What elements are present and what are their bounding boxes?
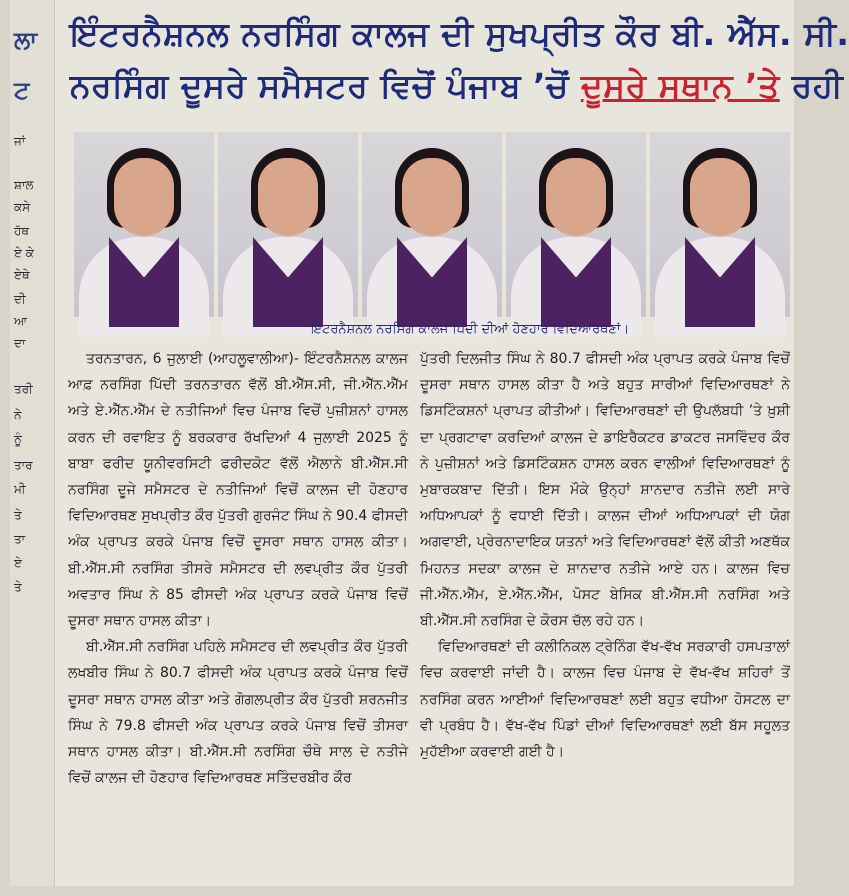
article-paragraph: ਪੁੱਤਰੀ ਦਿਲਜੀਤ ਸਿੰਘ ਨੇ 80.7 ਫੀਸਦੀ ਅੰਕ ਪ੍ਰਾਪਤ ਕਰਕੇ ਪੰਜਾਬ ਵਿਚੋਂ ਦੂਸਰਾ ਸਥਾਨ ਹਾਸਲ ਕੀਤਾ ਹੈ ਅਤੇ ਬਹੁਤ ਸਾਰੀਆਂ ਵਿਦਿਆਰਥਣਾਂ ਨੇ ਡਿਸਟਿੰਕਸ਼ਨਾਂ ਪ੍ਰਾਪਤ ਕੀਤੀਆਂ। ਵਿਦਿਆਰਥਣਾਂ ਦੀ ਉਪਲੱਬਧੀ ’ਤੇ ਖ਼ੁਸ਼ੀ ਦਾ ਪ੍ਰਗਟਾਵਾ ਕਰਦਿਆਂ ਕਾਲਜ ਦੇ ਡਾਇਰੈਕਟਰ ਡਾਕਟਰ ਜਸਵਿੰਦਰ ਕੌਰ ਨੇ ਪੁਜ਼ੀਸ਼ਨਾਂ ਅਤੇ ਡਿਸਟਿੰਕਸ਼ਨ ਹਾਸਲ ਕਰਨ ਵਾਲੀਆਂ ਵਿਦਿਆਰਥਣਾਂ ਨੂੰ ਮੁਬਾਰਕਬਾਦ ਦਿੱਤੀ। ਇਸ ਮੌਕੇ ਉਨ੍ਹਾਂ ਸ਼ਾਨਦਾਰ ਨਤੀਜੇ ਲਈ ਸਾਰੇ ਅਧਿਆਪਕਾਂ ਨੂੰ ਵਧਾਈ ਦਿੱਤੀ। ਕਾਲਜ ਦੀਆਂ ਅਧਿਆਪਕਾਂ ਦੀ ਯੋਗ ਅਗਵਾਈ, ਪ੍ਰੇਰਨਾਦਾਇਕ ਯਤਨਾਂ ਅਤੇ ਵਿਦਿਆਰਥਣਾਂ ਵੱਲੋਂ ਕੀਤੀ ਅਣਥੱਕ ਮਿਹਨਤ ਸਦਕਾ ਕਾਲਜ ਦੇ ਸ਼ਾਨਦਾਰ ਨਤੀਜੇ ਆਏ ਹਨ। ਕਾਲਜ ਵਿਚ ਜੀ.ਐੱਨ.ਐੱਮ, ਏ.ਐੱਨ.ਐੱਮ, ਪੋਸਟ ਬੇਸਿਕ ਬੀ.ਐੱਸ.ਸੀ ਨਰਸਿੰਗ ਅਤੇ ਬੀ.ਐੱਸ.ਸੀ ਨਰਸਿੰਗ ਦੇ ਕੋਰਸ ਚੱਲ ਰਹੇ ਹਨ। — [420, 351, 790, 630]
edge-fragment: ਮੀ — [14, 482, 26, 496]
headline-highlight: ਦੂਸਰੇ ਸਥਾਨ ’ਤੇ — [580, 66, 780, 105]
article-paragraph: ਤਰਨਤਾਰਨ, 6 ਜੁਲਾਈ (ਆਹਲੂਵਾਲੀਆ)- ਇੰਟਰਨੈਸ਼ਨਲ ਕਾਲਜ ਆਫ਼ ਨਰਸਿੰਗ ਪਿੱਦੀ ਤਰਨਤਾਰਨ ਵੱਲੋਂ ਬੀ.ਐੱਸ.ਸੀ, ਜੀ.ਐੱਨ.ਐੱਮ ਅਤੇ ਏ.ਐੱਨ.ਐੱਮ ਦੇ ਨਤੀਜਿਆਂ ਵਿਚ ਪੰਜਾਬ ਵਿਚੋਂ ਪੁਜ਼ੀਸ਼ਨਾਂ ਹਾਸਲ ਕਰਨ ਦੀ ਰਵਾਇਤ ਨੂੰ ਬਰਕਰਾਰ ਰੱਖਦਿਆਂ 4 ਜੁਲਾਈ 2025 ਨੂੰ ਬਾਬਾ ਫਰੀਦ ਯੂਨੀਵਰਸਿਟੀ ਫਰੀਦਕੋਟ ਵੱਲੋਂ ਐਲਾਨੇ ਬੀ.ਐੱਸ.ਸੀ ਨਰਸਿੰਗ ਦੂਜੇ ਸਮੈਸਟਰ ਦੇ ਨਤੀਜਿਆਂ ਵਿਚੋਂ ਕਾਲਜ ਦੀ ਹੋਣਹਾਰ ਵਿਦਿਆਰਥਣ ਸੁਖਪ੍ਰੀਤ ਕੌਰ ਪੁੱਤਰੀ ਗੁਰਜੰਟ ਸਿੰਘ ਨੇ 90.4 ਫੀਸਦੀ ਅੰਕ ਪ੍ਰਾਪਤ ਕਰਕੇ ਪੰਜਾਬ ਵਿਚੋਂ ਦੂਸਰਾ ਸਥਾਨ ਹਾਸਲ ਕੀਤਾ। ਬੀ.ਐੱਸ.ਸੀ ਨਰਸਿੰਗ ਤੀਸਰੇ ਸਮੈਸਟਰ ਦੀ ਲਵਪ੍ਰੀਤ ਕੌਰ ਪੁੱਤਰੀ ਅਵਤਾਰ ਸਿੰਘ ਨੇ 85 ਫੀਸਦੀ ਅੰਕ ਪ੍ਰਾਪਤ ਕਰਕੇ ਪੰਜਾਬ ਵਿਚੋਂ ਦੂਸਰਾ ਸਥਾਨ ਹਾਸਲ ਕੀਤਾ। — [68, 351, 408, 630]
edge-fragment: ਲਾ — [14, 26, 38, 54]
headline-line-2 — [70, 60, 844, 112]
student-photo — [74, 132, 214, 317]
student-photos — [74, 132, 790, 317]
edge-fragment: ਏ — [14, 556, 22, 570]
student-photo — [650, 132, 790, 317]
article-paragraph: ਬੀ.ਐੱਸ.ਸੀ ਨਰਸਿੰਗ ਪਹਿਲੇ ਸਮੈਸਟਰ ਦੀ ਲਵਪ੍ਰੀਤ ਕੌਰ ਪੁੱਤਰੀ ਲਖਬੀਰ ਸਿੰਘ ਨੇ 80.7 ਫੀਸਦੀ ਅੰਕ ਪ੍ਰਾਪਤ ਕਰਕੇ ਪੰਜਾਬ ਵਿਚੋਂ ਦੂਸਰਾ ਸਥਾਨ ਹਾਸਲ ਕੀਤਾ ਅਤੇ ਗੋਗਲਪ੍ਰੀਤ ਕੌਰ ਪੁੱਤਰੀ ਸ਼ਰਨਜੀਤ ਸਿੰਘ ਨੇ 79.8 ਫੀਸਦੀ ਅੰਕ ਪ੍ਰਾਪਤ ਕਰਕੇ ਪੰਜਾਬ ਵਿਚੋਂ ਤੀਸਰਾ ਸਥਾਨ ਹਾਸਲ ਕੀਤਾ। ਬੀ.ਐੱਸ.ਸੀ ਨਰਸਿੰਗ ਚੌਥੇ ਸਾਲ ਦੇ ਨਤੀਜੇ ਵਿਚੋਂ ਕਾਲਜ ਦੀ ਹੋਣਹਾਰ ਵਿਦਿਆਰਥਣ ਸਤਿੰਦਰਬੀਰ ਕੌਰ — [68, 639, 408, 787]
edge-fragment: ਤਾ — [14, 532, 26, 546]
student-photo — [506, 132, 646, 317]
student-photo — [362, 132, 502, 317]
edge-fragment: ਆ — [14, 314, 28, 328]
edge-fragment: ਨੇ — [14, 408, 22, 422]
edge-fragment: ਤੇ — [14, 508, 22, 522]
adjacent-column-fragment — [10, 0, 55, 886]
newspaper-clipping — [10, 0, 849, 886]
headline-line-2-end: ਰਹੀ — [779, 66, 844, 105]
headline-line-2-start: ਨਰਸਿੰਗ ਦੂਸਰੇ ਸਮੈਸਟਰ ਵਿਚੋਂ ਪੰਜਾਬ ’ਚੋਂ — [70, 66, 581, 105]
edge-fragment: ਜਾਂ — [14, 134, 26, 148]
edge-fragment: ਨੂੰ — [14, 432, 22, 446]
edge-fragment: ਏਥੇ — [14, 268, 30, 282]
article-paragraph: ਵਿਦਿਆਰਥਣਾਂ ਦੀ ਕਲੀਨਿਕਲ ਟ੍ਰੇਨਿੰਗ ਵੱਖ-ਵੱਖ ਸਰਕਾਰੀ ਹਸਪਤਾਲਾਂ ਵਿਚ ਕਰਵਾਈ ਜਾਂਦੀ ਹੈ। ਕਾਲਜ ਵਿਚ ਪੰਜਾਬ ਦੇ ਵੱਖ-ਵੱਖ ਸ਼ਹਿਰਾਂ ਤੋਂ ਨਰਸਿੰਗ ਕਰਨ ਆਈਆਂ ਵਿਦਿਆਰਥਣਾਂ ਲਈ ਬਹੁਤ ਵਧੀਆ ਹੋਸਟਲ ਦਾ ਵੀ ਪ੍ਰਬੰਧ ਹੈ। ਵੱਖ-ਵੱਖ ਪਿੰਡਾਂ ਦੀਆਂ ਵਿਦਿਆਰਥਣਾਂ ਲਈ ਬੱਸ ਸਹੂਲਤ ਮੁਹੱਈਆ ਕਰਵਾਈ ਗਈ ਹੈ। — [420, 639, 790, 761]
edge-fragment: ਹੱਥ — [14, 224, 29, 238]
headline-line-1: ਇੰਟਰਨੈਸ਼ਨਲ ਨਰਸਿੰਗ ਕਾਲਜ ਦੀ ਸੁਖਪ੍ਰੀਤ ਕੌਰ ਬੀ. ਐੱਸ. ਸੀ. — [70, 14, 849, 53]
edge-fragment: ਦਾ — [14, 336, 26, 350]
edge-fragment: ਸ਼ਾਲ — [14, 178, 34, 192]
edge-fragment: ਕਸੇ — [14, 200, 31, 214]
edge-fragment: ਦੀ — [14, 292, 26, 306]
edge-fragment: ਤਰੀ — [14, 382, 33, 396]
article-column-left — [68, 346, 408, 791]
student-photo — [218, 132, 358, 317]
article-column-right — [420, 346, 790, 765]
edge-fragment: ਤਾਰ — [14, 458, 33, 472]
edge-fragment: ਏ ਕੇ — [14, 246, 34, 260]
edge-fragment: ਤੇ — [14, 580, 22, 594]
edge-fragment: ਟ — [14, 76, 30, 104]
photo-caption: ਇੰਟਰਨੈਸ਼ਨਲ ਨਰਸਿੰਗ ਕਾਲਜ ਪਿੱਦੀ ਦੀਆਂ ਹੋਣਹਾਰ ਵਿਦਿਆਰਥਣਾਂ। — [310, 322, 630, 337]
headline — [70, 8, 849, 112]
